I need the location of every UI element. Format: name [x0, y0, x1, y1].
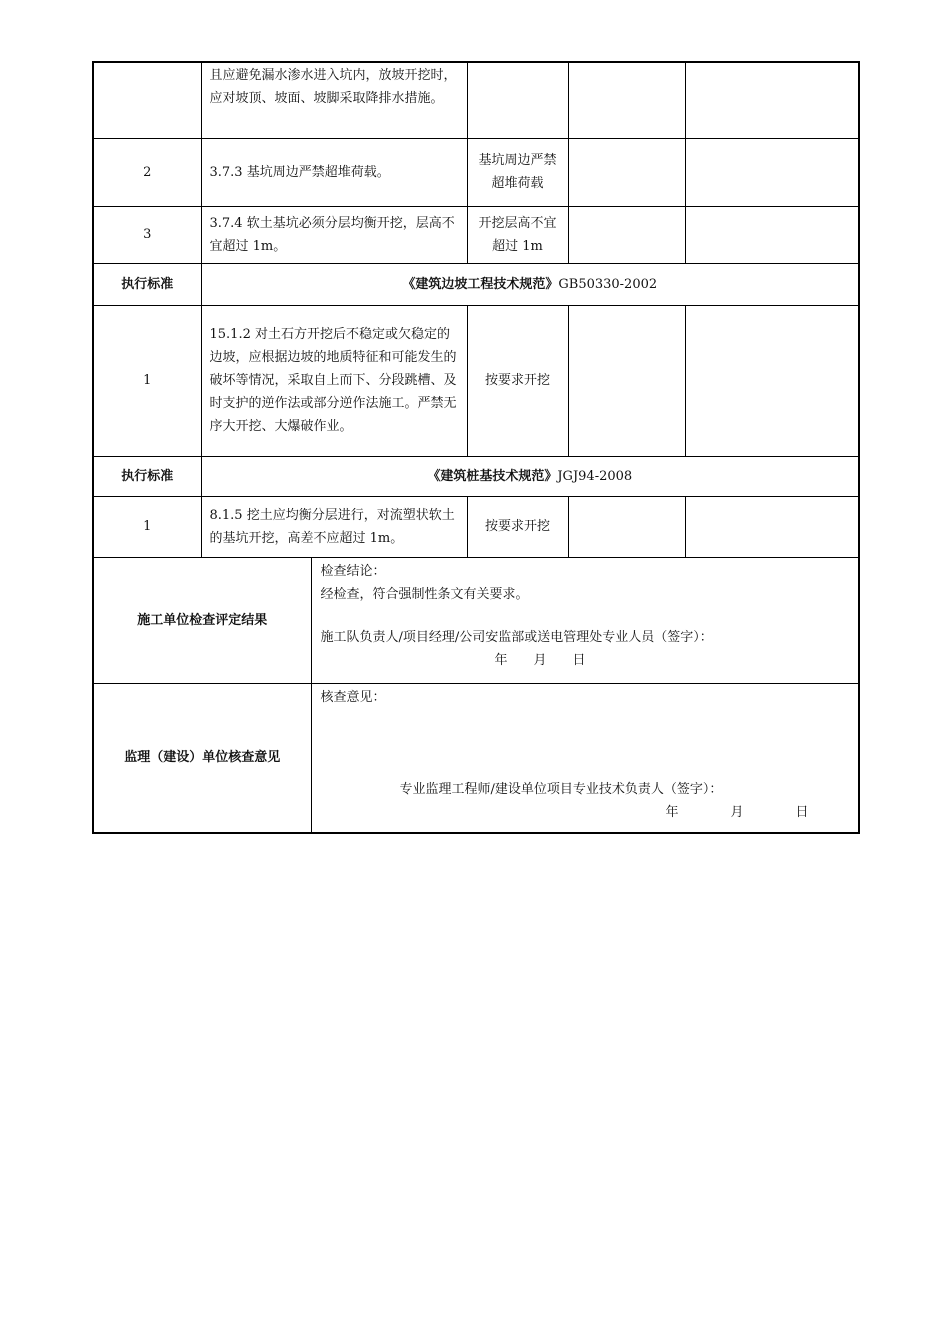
- supervision-opinion-cell: [311, 683, 859, 833]
- item-number: 1: [93, 305, 201, 456]
- standard-name: 《建筑边坡工程技术规范》: [402, 276, 559, 292]
- standard-label: 执行标准: [93, 263, 201, 305]
- empty-cell: [685, 138, 859, 206]
- clause-text: 且应避免漏水渗水进入坑内，放坡开挖时，应对坡顶、坡面、坡脚采取降排水措施。: [201, 62, 467, 138]
- item-number: [93, 62, 201, 138]
- table-row: [93, 62, 859, 138]
- check-action: 开挖层高不宜超过 1m: [467, 206, 568, 263]
- item-number: 1: [93, 496, 201, 557]
- clause-text: 3.7.3 基坑周边严禁超堆荷载。: [201, 138, 467, 206]
- supervision-signer: 专业监理工程师/建设单位项目专业技术负责人（签字）：: [399, 781, 723, 797]
- clause-text: 3.7.4 软土基坑必须分层均衡开挖，层高不宜超过 1m。: [201, 206, 467, 263]
- construction-label: 施工单位检查评定结果: [93, 557, 311, 683]
- empty-cell: [685, 305, 859, 456]
- item-number: 3: [93, 206, 201, 263]
- standard-code: GB50330-2002: [558, 276, 658, 292]
- table-row: [93, 138, 859, 206]
- table-row: [93, 496, 859, 557]
- supervision-date: 年 月 日: [665, 804, 809, 820]
- check-conclusion-text: 经检查，符合强制性条文有关要求。: [320, 586, 529, 602]
- standard-label: 执行标准: [93, 456, 201, 496]
- check-action: 基坑周边严禁超堆荷载: [467, 138, 568, 206]
- empty-cell: [685, 206, 859, 263]
- construction-result-cell: [311, 557, 859, 683]
- construction-signer: 施工队负责人/项目经理/公司安监部或送电管理处专业人员（签字）：: [320, 629, 713, 645]
- supervision-opinion-row: [93, 683, 859, 833]
- clause-text: 8.1.5 挖土应均衡分层进行，对流塑状软土的基坑开挖，高差不应超过 1m。: [201, 496, 467, 557]
- review-opinion-heading: 核查意见：: [320, 689, 386, 705]
- supervision-label: 监理（建设）单位核查意见: [93, 683, 311, 833]
- check-action: 按要求开挖: [467, 305, 568, 456]
- clause-text: 15.1.2 对土石方开挖后不稳定或欠稳定的边坡，应根据边坡的地质特征和可能发生的破坏等情况，采取自上而下、分段跳槽、及时支护的逆作法或部分逆作法施工。严禁无序大开挖、大爆破作业。: [201, 305, 467, 456]
- empty-cell: [568, 206, 685, 263]
- check-conclusion-heading: 检查结论：: [320, 563, 386, 579]
- item-number: 2: [93, 138, 201, 206]
- standard-title: [201, 456, 859, 496]
- mandatory-clause-table: [92, 61, 860, 834]
- standard-code: JGJ94-2008: [557, 468, 633, 484]
- table-row: [93, 206, 859, 263]
- standard-row: [93, 263, 859, 305]
- empty-cell: [568, 138, 685, 206]
- check-action: 按要求开挖: [467, 496, 568, 557]
- inspection-form: [92, 61, 858, 834]
- standard-name: 《建筑桩基技术规范》: [427, 468, 558, 484]
- check-action: [467, 62, 568, 138]
- construction-date: 年 月 日: [494, 652, 586, 668]
- empty-cell: [685, 62, 859, 138]
- standard-row: [93, 456, 859, 496]
- construction-result-row: [93, 557, 859, 683]
- empty-cell: [568, 305, 685, 456]
- empty-cell: [568, 62, 685, 138]
- empty-cell: [568, 496, 685, 557]
- table-row: [93, 305, 859, 456]
- empty-cell: [685, 496, 859, 557]
- standard-title: [201, 263, 859, 305]
